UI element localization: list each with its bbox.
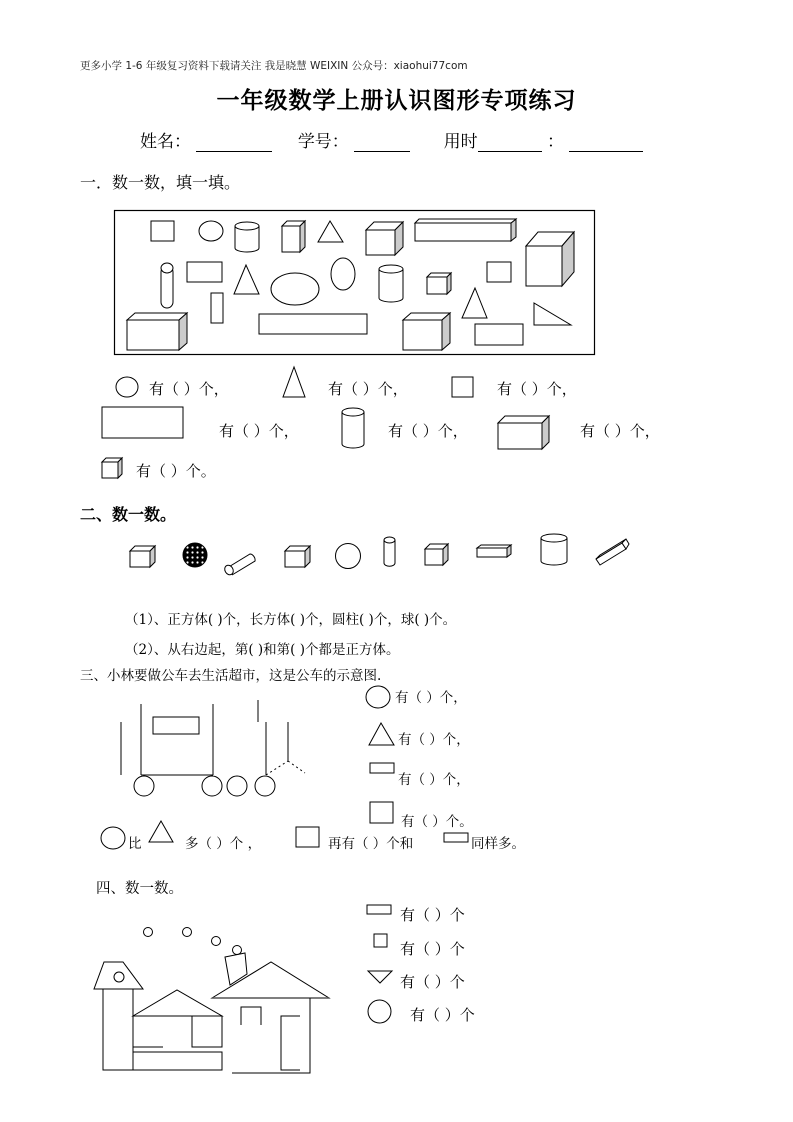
s1-answer-circle[interactable]: 有（ ）个，: [149, 380, 229, 398]
time-colon: ：: [547, 132, 565, 152]
triangle-icon: [282, 366, 308, 398]
rectangle-icon: [443, 832, 469, 844]
circle-icon: [115, 376, 139, 398]
s1-answer-cube[interactable]: 有（ ）个。: [136, 462, 216, 480]
circle-icon: [365, 685, 391, 709]
triangle-icon: [368, 722, 396, 746]
s3-answer-rectangle[interactable]: 有（ ）个，: [398, 772, 470, 788]
section1-heading: 一．数一数，填一填。: [80, 173, 241, 192]
section2-objects: [120, 530, 620, 580]
compare-more-answer[interactable]: 多（ ）个 ，: [185, 836, 262, 852]
id-label: 学号：: [297, 132, 349, 152]
cuboid-icon: [497, 415, 557, 451]
rectangle-icon: [366, 904, 392, 916]
inverted-triangle-icon: [367, 970, 395, 986]
id-blank[interactable]: [354, 135, 410, 152]
square-icon: [451, 376, 475, 398]
s4-answer-circle[interactable]: 有（ ）个: [410, 1006, 475, 1024]
cube-icon: [101, 457, 125, 479]
s2-question-1[interactable]: （1）、正方体( )个，长方体( )个，圆柱( )个，球( )个。: [125, 612, 457, 628]
square-icon: [373, 933, 389, 949]
cylinder-icon: [341, 406, 365, 450]
time-blank-1[interactable]: [478, 135, 542, 152]
section2-heading: 二、数一数。: [80, 505, 177, 524]
s1-answer-square[interactable]: 有（ ）个，: [497, 380, 577, 398]
circle-icon: [367, 999, 393, 1025]
s3-answer-circle[interactable]: 有（ ）个，: [395, 690, 467, 706]
circle-icon: [100, 826, 126, 850]
header-note: 更多小学 1-6 年级复习资料下载请关注 我是晓慧 WEIXIN 公众号：xiaohui77com: [80, 60, 468, 72]
s4-answer-square[interactable]: 有（ ）个: [400, 940, 465, 958]
s1-answer-cuboid[interactable]: 有（ ）个，: [580, 422, 660, 440]
page-title: 一年级数学上册认识图形专项练习: [216, 88, 577, 114]
s1-answer-triangle[interactable]: 有（ ）个，: [328, 380, 408, 398]
time-blank-2[interactable]: [569, 135, 643, 152]
compare-again-answer[interactable]: 再有（ ）个和: [328, 836, 414, 852]
triangle-icon: [148, 820, 176, 844]
name-label: 姓名：: [140, 132, 191, 152]
name-blank[interactable]: [196, 135, 272, 152]
s3-answer-square[interactable]: 有（ ）个。: [401, 814, 473, 830]
student-info-line: [140, 127, 643, 152]
s1-answer-cylinder[interactable]: 有（ ）个，: [388, 422, 468, 440]
compare-same-label: 同样多。: [471, 836, 525, 852]
s4-answer-triangle[interactable]: 有（ ）个: [400, 973, 465, 991]
square-icon: [369, 801, 395, 825]
section4-heading: 四、数一数。: [96, 881, 183, 897]
house-diagram: [80, 870, 350, 1085]
rectangle-icon: [101, 406, 186, 440]
time-label: 用时: [443, 132, 478, 152]
section3-heading: 三、小林要做公车去生活超市，这是公车的示意图.: [80, 668, 382, 684]
rectangle-icon: [369, 762, 395, 775]
compare-bi-label: 比: [128, 836, 142, 852]
s4-answer-rectangle[interactable]: 有（ ）个: [400, 906, 465, 924]
s1-answer-rectangle[interactable]: 有（ ）个，: [219, 422, 299, 440]
square-icon: [295, 826, 321, 848]
bus-diagram: [100, 680, 320, 800]
s2-question-2[interactable]: （2）、从右边起，第( )和第( )个都是正方体。: [125, 642, 400, 658]
s3-answer-triangle[interactable]: 有（ ）个，: [398, 732, 470, 748]
shapes-box: [114, 210, 596, 356]
